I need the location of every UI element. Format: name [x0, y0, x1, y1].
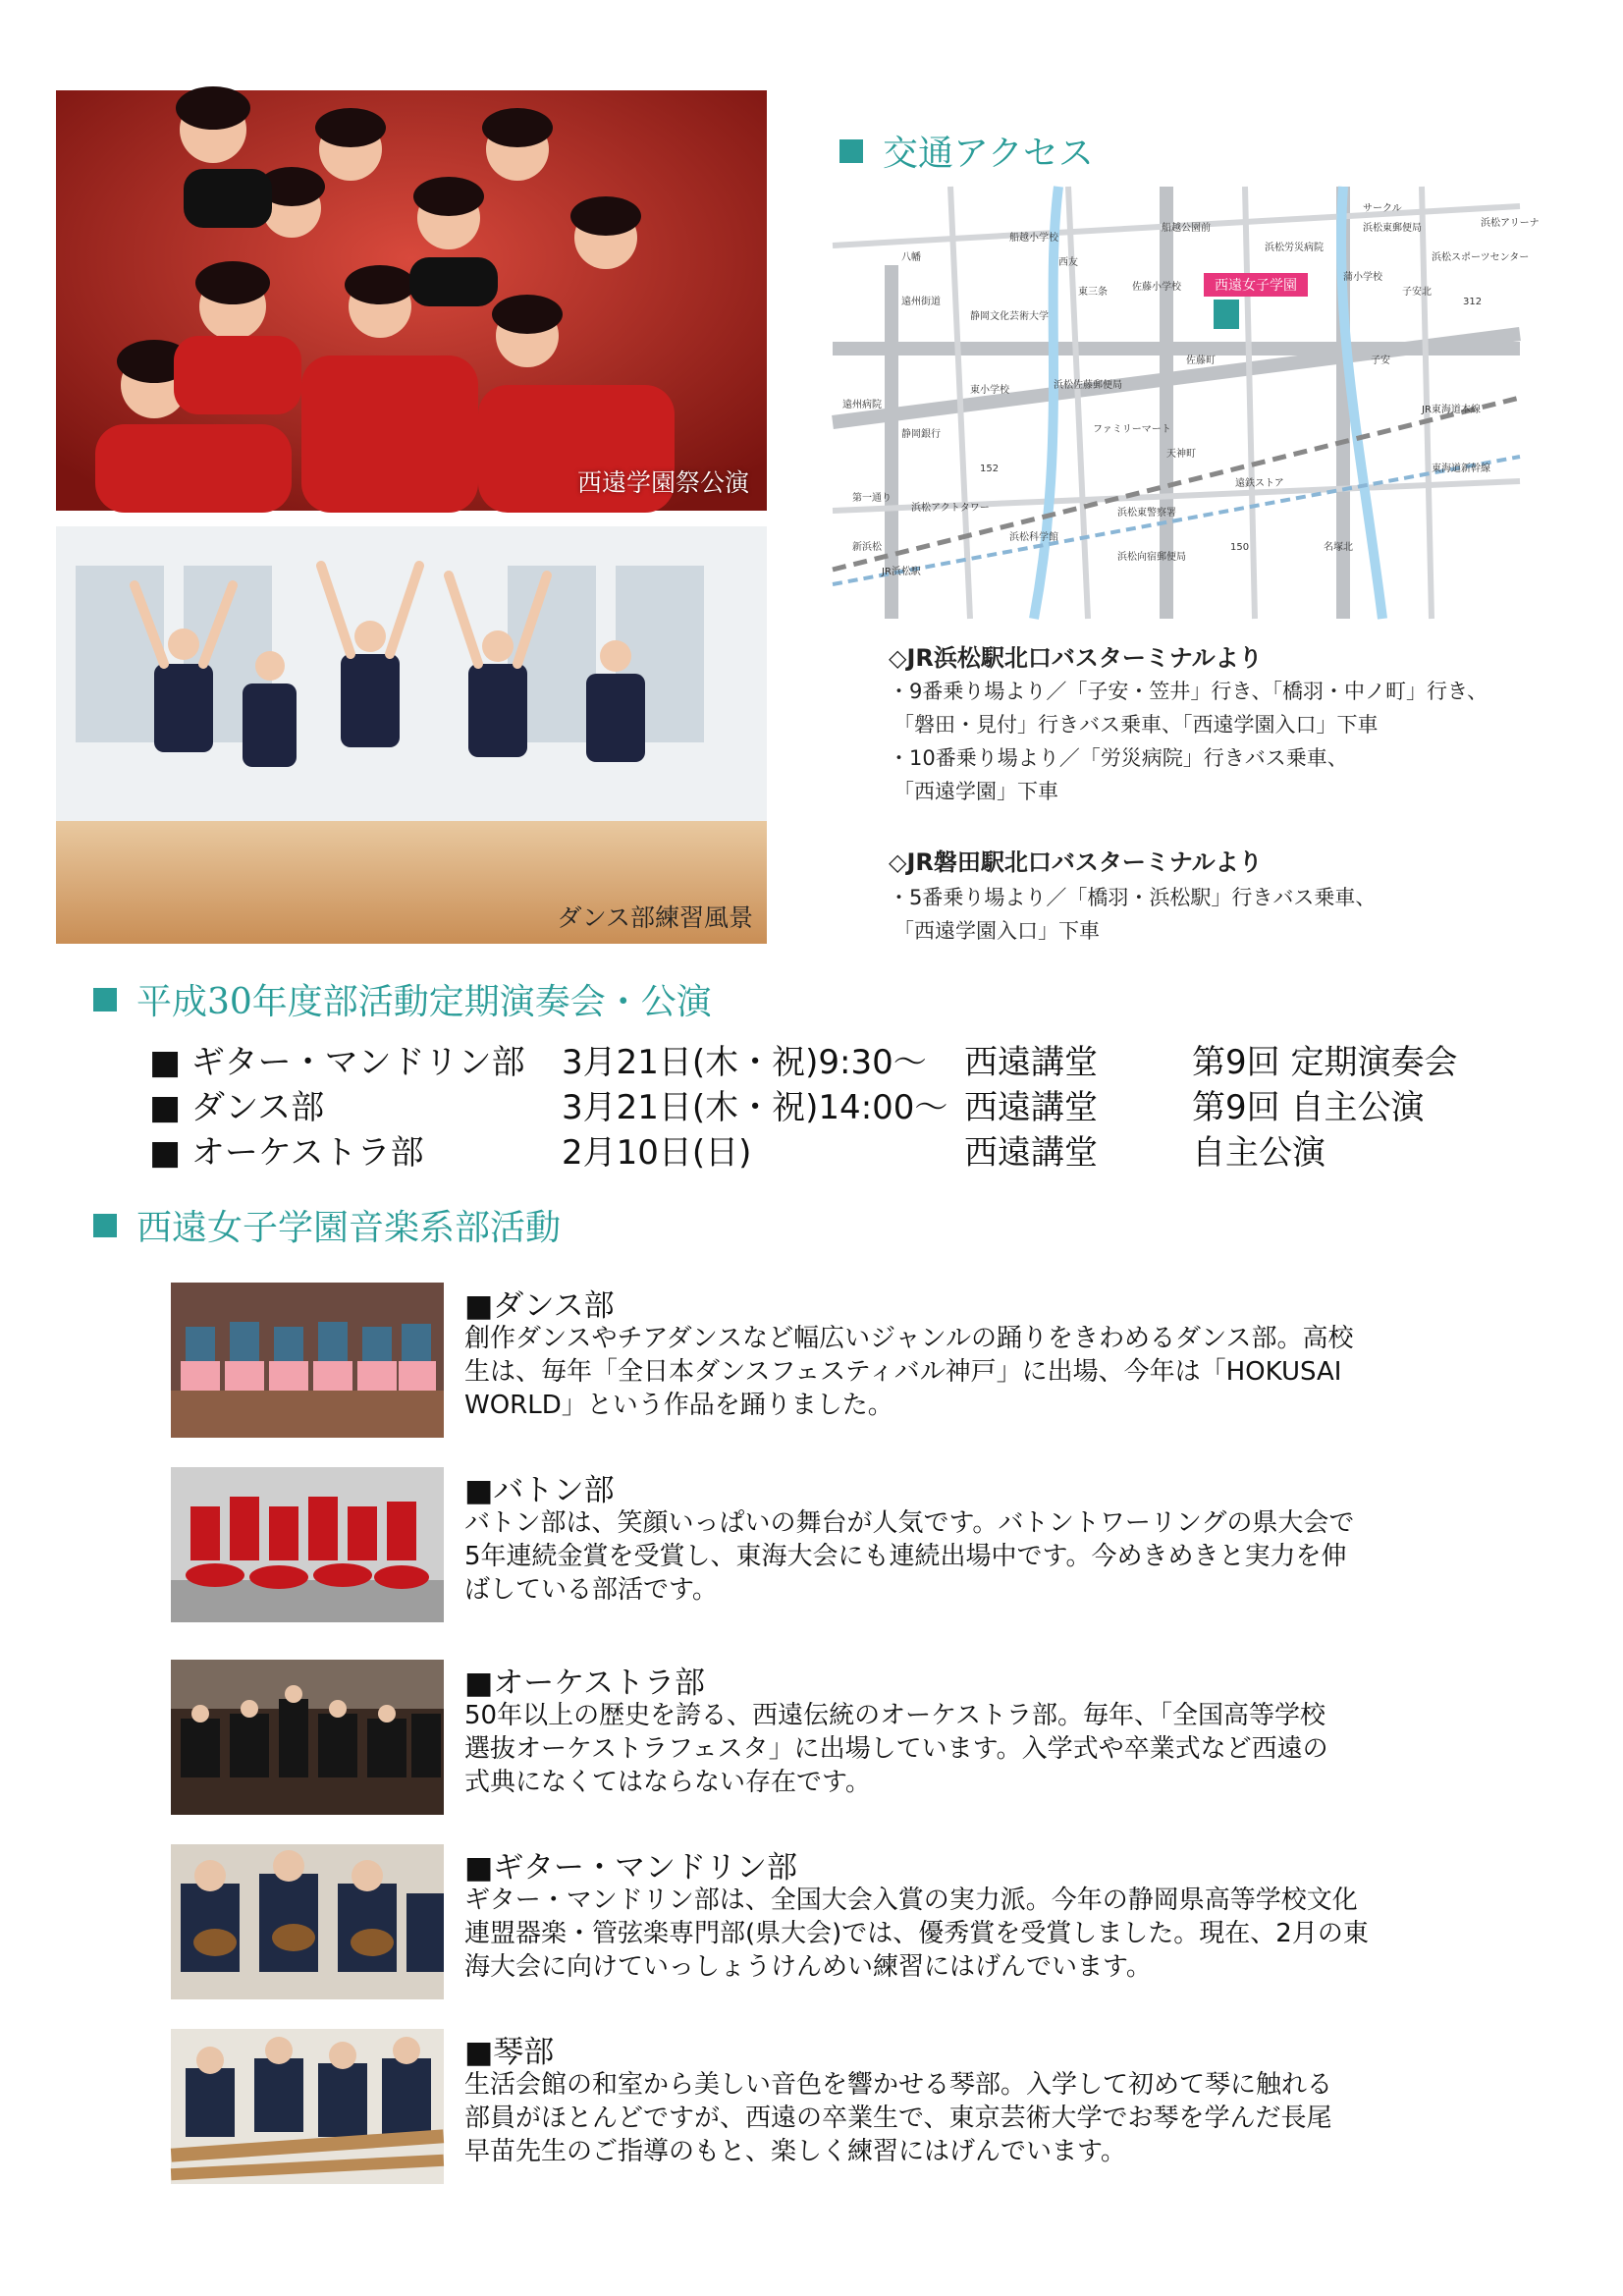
map-label: 蒲小学校: [1343, 272, 1382, 283]
route-1-line: 「磐田・見付」行きバス乗車、「西遠学園入口」下車: [893, 713, 1379, 737]
description-line: ギター・マンドリン部は、全国大会入賞の実力派。今年の静岡県高等学校文化: [464, 1886, 1358, 1915]
map-label: 天神町: [1166, 449, 1196, 460]
map-label: 浜松スポーツセンター: [1432, 252, 1530, 263]
description-line: 海大会に向けていっしょうけんめい練習にはげんでいます。: [464, 1952, 1152, 1982]
description-line: 生は、毎年「全日本ダンスフェスティバル神戸」に出場、今年は「HOKUSAI: [464, 1357, 1342, 1387]
schedule-venue: 西遠講堂: [964, 1133, 1098, 1173]
map-label: 八幡: [901, 252, 921, 263]
map-label: 浜松東警察署: [1117, 508, 1176, 519]
map-label: ファミリーマート: [1093, 424, 1171, 435]
schedule-event: 第9回 自主公演: [1192, 1088, 1425, 1127]
map-label: 浜松佐藤郵便局: [1054, 380, 1122, 391]
route-1-line: ・9番乗り場より／「子安・笠井」行き、「橋羽・中ノ町」行き、: [889, 680, 1488, 703]
guitar-mandolin-club-description: [464, 1884, 1427, 1984]
schedule-title: 平成30年度部活動定期演奏会・公演: [136, 982, 712, 1022]
schedule-event: 自主公演: [1192, 1133, 1325, 1173]
schedule-date: 3月21日(木・祝)9:30〜: [562, 1043, 927, 1082]
dance-practice-caption: ダンス部練習風景: [557, 903, 753, 932]
map-label: 子安北: [1402, 287, 1432, 298]
map-label: 東小学校: [970, 385, 1009, 396]
map-label: JR東海道本線: [1422, 405, 1481, 415]
map-label: サークル: [1363, 203, 1402, 214]
map-label: 浜松東郵便局: [1363, 223, 1422, 234]
route-2-line: 「西遠学園入口」下車: [893, 919, 1100, 943]
map-label: 遠鉄ストア: [1235, 478, 1284, 489]
route-2-line: ・5番乗り場より／「橋羽・浜松駅」行きバス乗車、: [889, 886, 1377, 909]
schedule-row: [149, 1035, 1524, 1082]
festival-photo: [56, 90, 767, 511]
map-label: 150: [1230, 542, 1250, 553]
koto-club-description: [464, 2068, 1427, 2168]
map-label: 浜松科学館: [1009, 532, 1058, 543]
route-1-line: 「西遠学園」下車: [893, 780, 1058, 803]
access-map: [833, 187, 1540, 619]
map-label: JR浜松駅: [882, 567, 921, 577]
map-label: 浜松向宿郵便局: [1117, 552, 1186, 563]
heading-square-icon: [93, 988, 117, 1011]
heading-square-icon: [93, 1214, 117, 1237]
description-line: 連盟器楽・管弦楽専門部(県大会)では、優秀賞を受賞しました。現在、2月の東: [464, 1919, 1369, 1948]
activities-heading: [93, 1200, 561, 1250]
guitar-mandolin-club-photo: [171, 1844, 444, 1999]
dance-club-title: ■ダンス部: [464, 1288, 615, 1324]
route-1-line: ・10番乗り場より／「労災病院」行きバス乗車、: [889, 746, 1348, 770]
schedule-venue: 西遠講堂: [964, 1088, 1098, 1127]
schedule-heading: [93, 974, 712, 1024]
koto-club-photo: [171, 2029, 444, 2184]
access-title: 交通アクセス: [883, 134, 1094, 174]
map-label: 浜松労災病院: [1265, 243, 1324, 253]
map-label: 遠州病院: [842, 400, 882, 410]
map-label: 152: [980, 464, 1000, 474]
baton-club-title: ■バトン部: [464, 1473, 615, 1508]
dance-club-description: [464, 1322, 1427, 1422]
description-line: 早苗先生のご指導のもと、楽しく練習にはげんでいます。: [464, 2137, 1126, 2166]
baton-club-description: [464, 1506, 1427, 1607]
description-line: 部員がほとんどですが、西遠の卒業生で、東京芸術大学でお琴を学んだ長尾: [464, 2104, 1332, 2133]
description-line: 50年以上の歴史を誇る、西遠伝統のオーケストラ部。毎年、「全国高等学校: [464, 1701, 1326, 1730]
map-label: 船越公園前: [1162, 223, 1211, 234]
orchestra-club-title: ■オーケストラ部: [464, 1666, 706, 1701]
schedule-date: 2月10日(日): [562, 1133, 752, 1173]
dance-practice-photo: [56, 526, 767, 944]
description-line: 式典になくてはならない存在です。: [464, 1768, 871, 1797]
route-2-title: ◇JR磐田駅北口バスターミナルより: [889, 848, 1263, 876]
map-label: 遠州街道: [901, 297, 941, 307]
description-line: バトン部は、笑顔いっぱいの舞台が人気です。バトントワーリングの県大会で: [464, 1508, 1355, 1538]
map-label: 名塚北: [1324, 542, 1353, 553]
schedule-club: ■ ギター・マンドリン部: [149, 1043, 525, 1082]
description-line: WORLD」という作品を踊りました。: [464, 1391, 893, 1420]
map-label: 佐藤小学校: [1132, 282, 1181, 293]
guitar-mandolin-club-title: ■ギター・マンドリン部: [464, 1850, 797, 1886]
schedule-event: 第9回 定期演奏会: [1192, 1043, 1458, 1082]
koto-club-title: ■琴部: [464, 2035, 555, 2070]
description-line: 創作ダンスやチアダンスなど幅広いジャンルの踊りをきわめるダンス部。高校: [464, 1324, 1354, 1353]
schedule-club: ■ オーケストラ部: [149, 1133, 424, 1173]
festival-photo-image: [56, 90, 767, 511]
map-label: 静岡銀行: [901, 429, 941, 440]
description-line: 生活会館の和室から美しい音色を響かせる琴部。入学して初めて琴に触れる: [464, 2070, 1333, 2100]
map-label: 浜松アクトタワー: [911, 503, 990, 514]
route-1-title: ◇JR浜松駅北口バスターミナルより: [889, 644, 1263, 672]
map-label: 船越小学校: [1009, 233, 1058, 244]
schedule-club: ■ ダンス部: [149, 1088, 325, 1127]
baton-club-photo: [171, 1467, 444, 1622]
schedule-row: [149, 1080, 1524, 1127]
schedule-venue: 西遠講堂: [964, 1043, 1098, 1082]
schedule-row: [149, 1125, 1524, 1173]
map-label: 静岡文化芸術大学: [970, 311, 1049, 322]
map-label: 子安: [1371, 355, 1390, 366]
map-label: 西友: [1058, 257, 1078, 268]
map-label: 新浜松: [852, 542, 882, 553]
map-school-label: 西遠女子学園: [1215, 278, 1297, 294]
map-label: 第一通り: [852, 493, 892, 504]
description-line: ばしている部活です。: [464, 1575, 718, 1605]
heading-square-icon: [839, 139, 863, 163]
access-heading: [839, 126, 1094, 176]
description-line: 5年連続金賞を受賞し、東海大会にも連続出場中です。今めきめきと実力を伸: [464, 1542, 1347, 1571]
activities-title: 西遠女子学園音楽系部活動: [136, 1208, 562, 1248]
map-label: 浜松アリーナ: [1481, 218, 1540, 229]
map-label: 佐藤町: [1186, 355, 1216, 366]
orchestra-club-description: [464, 1699, 1427, 1799]
map-label: 東海道新幹線: [1432, 464, 1490, 474]
schedule-date: 3月21日(木・祝)14:00〜: [562, 1088, 948, 1127]
description-line: 選抜オーケストラフェスタ」に出場しています。入学式や卒業式など西遠の: [464, 1734, 1328, 1764]
map-label: 312: [1463, 297, 1483, 307]
dance-practice-image: [56, 526, 767, 944]
dance-club-photo: [171, 1283, 444, 1438]
orchestra-club-photo: [171, 1660, 444, 1815]
map-label: 東三条: [1078, 287, 1108, 298]
festival-caption: 西遠学園祭公演: [576, 468, 749, 497]
